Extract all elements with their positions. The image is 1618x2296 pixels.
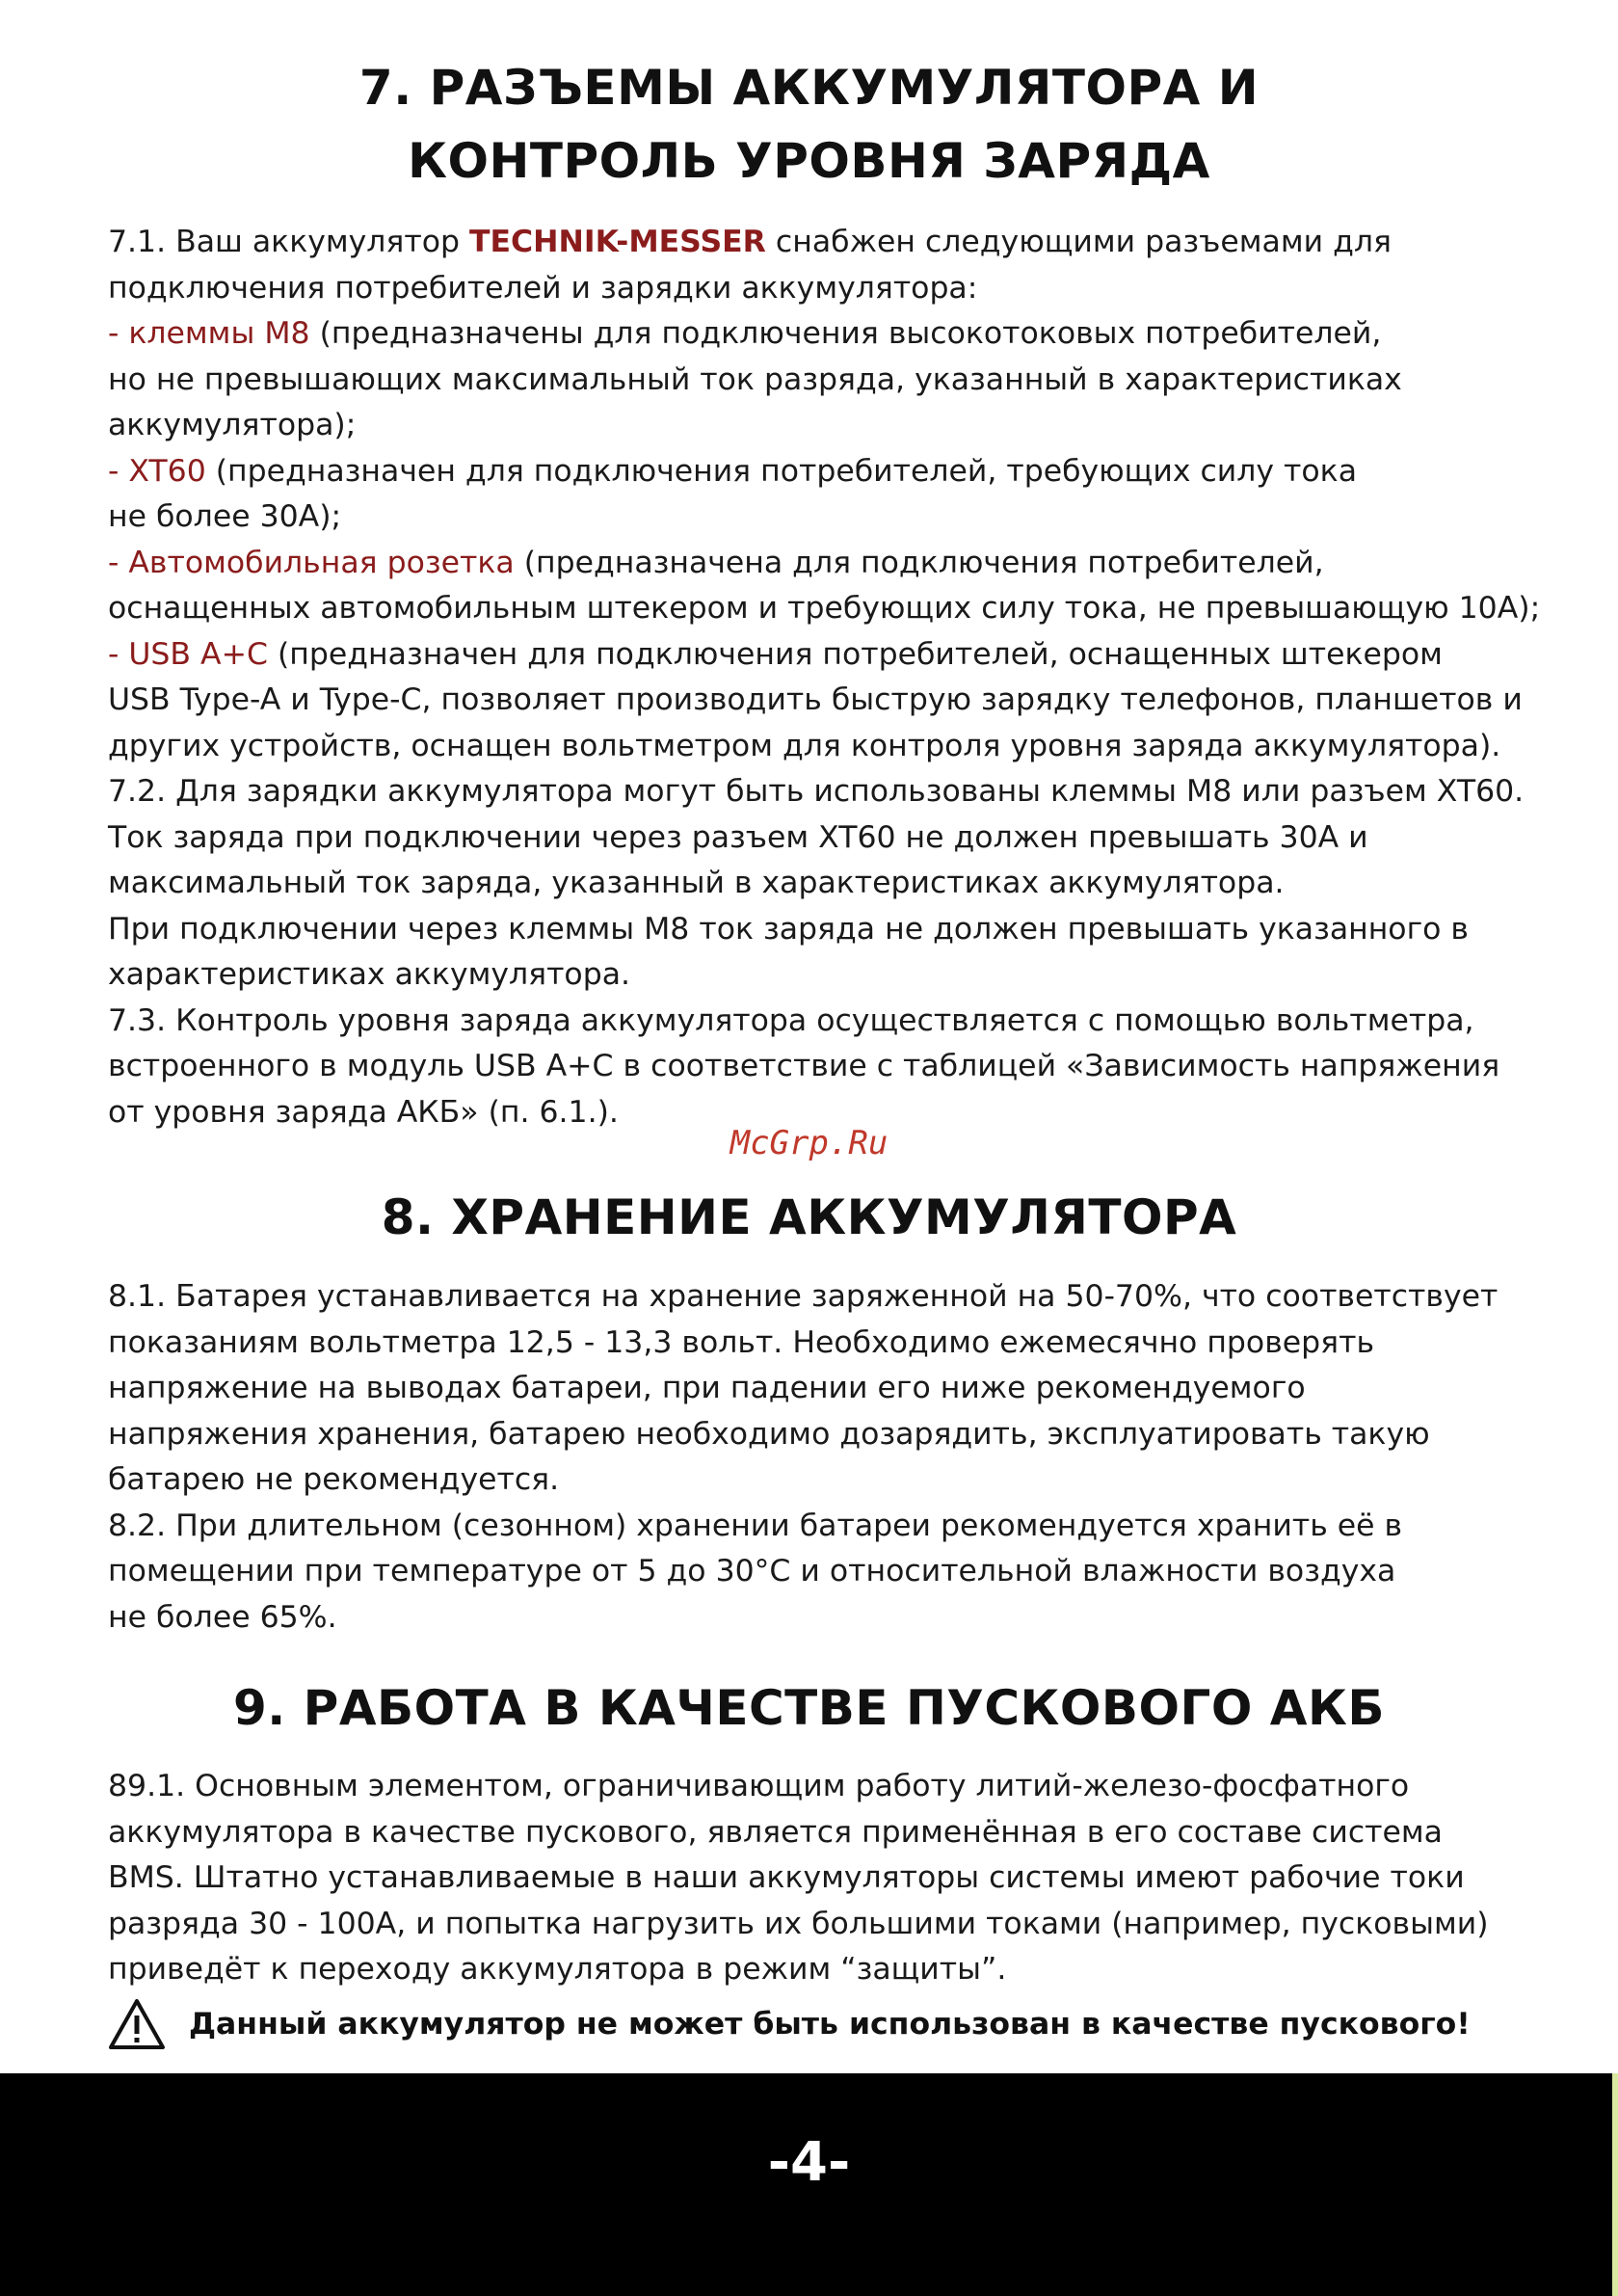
text-line: 8.1. Батарея устанавливается на хранение заряженной на 50-70%, что соответствует [108, 1279, 1499, 1314]
text-line: не более 65%. [108, 1599, 337, 1635]
text-line: 7.2. Для зарядки аккумулятора могут быть использованы клеммы М8 или разъем XT60. [108, 774, 1525, 809]
text-line [108, 220, 1544, 266]
text-line: При подключении через клеммы М8 ток заряда не должен превышать указанного в [108, 911, 1469, 947]
section9-title: 9. РАБОТА В КАЧЕСТВЕ ПУСКОВОГО АКБ [232, 1680, 1385, 1736]
text-line: батарею не рекомендуется. [108, 1462, 560, 1497]
text-line: USB Type-A и Type-C, позволяет производить быструю зарядку телефонов, планшетов и [108, 682, 1523, 717]
text-line: 8.2. При длительном (сезонном) хранении батареи рекомендуется хранить её в [108, 1508, 1403, 1543]
text-line: 7.3. Контроль уровня заряда аккумулятора осуществляется с помощью вольтметра, [108, 1002, 1474, 1038]
text-line: но не превышающих максимальный ток разряда, указанный в характеристиках [108, 361, 1402, 397]
section8-title: 8. ХРАНЕНИЕ АККУМУЛЯТОРА [381, 1189, 1237, 1245]
car-socket-label: - Автомобильная розетка [108, 545, 515, 580]
text-line [108, 449, 1544, 495]
p1-prefix: 7.1. Ваш аккумулятор [108, 225, 469, 259]
text-line: подключения потребителей и зарядки аккумулятора: [108, 270, 978, 306]
text-line: напряжение на выводах батареи, при падении его ниже рекомендуемого [108, 1371, 1306, 1405]
text-line: от уровня заряда АКБ» (п. 6.1.). [108, 1094, 619, 1130]
text-line: BMS. Штатно устанавливаемые в наши аккумуляторы системы имеют рабочие токи [108, 1860, 1465, 1895]
text-line: других устройств, оснащен вольтметром для контроля уровня заряда аккумулятора). [108, 728, 1501, 763]
text-line: приведёт к переходу аккумулятора в режим “защиты”. [108, 1952, 1007, 1987]
text-line: показаниям вольтметра 12,5 - 13,3 вольт. Необходимо ежемесячно проверять [108, 1324, 1375, 1360]
text-line: не более 30А); [108, 499, 342, 534]
page-number: -4- [767, 2131, 851, 2194]
section7-title-line1: 7. РАЗЪЕМЫ АККУМУЛЯТОРА И [358, 60, 1260, 116]
usb-label: - USB A+C [108, 636, 268, 672]
text-line: разряда 30 - 100А, и попытка нагрузить их большими токами (например, пусковыми) [108, 1906, 1489, 1941]
warning-notice [108, 1995, 1573, 2053]
usb-text: (предназначен для подключения потребителей, оснащенных штекером [268, 636, 1443, 672]
text-line: оснащенных автомобильным штекером и требующих силу тока, не превышающую 10А); [108, 591, 1541, 626]
text-line: аккумулятора); [108, 408, 357, 442]
text-line: помещении при температуре от 5 до 30°С и относительной влажности воздуха [108, 1554, 1396, 1589]
text-line [108, 632, 1544, 679]
text-line: максимальный ток заряда, указанный в характеристиках аккумулятора. [108, 866, 1285, 900]
text-line: характеристиках аккумулятора. [108, 957, 631, 992]
xt60-text: (предназначен для подключения потребителей, требующих силу тока [205, 453, 1358, 489]
text-line: Ток заряда при подключении через разъем XT60 не должен превышать 30А и [108, 819, 1368, 855]
car-socket-text: (предназначена для подключения потребителей, [514, 545, 1324, 580]
text-line: 89.1. Основным элементом, ограничивающим работу литий-железо-фосфатного [108, 1769, 1410, 1803]
text-line [108, 541, 1544, 587]
m8-text: (предназначены для подключения высокотоковых потребителей, [309, 316, 1382, 351]
warning-triangle-icon [108, 1997, 166, 2051]
text-line: напряжения хранения, батарею необходимо дозарядить, эксплуатировать такую [108, 1416, 1430, 1452]
m8-label: - клеммы М8 [108, 316, 310, 351]
text-line: встроенного в модуль USB A+C в соответствие с таблицей «Зависимость напряжения [108, 1049, 1500, 1083]
watermark: McGrp.Ru [729, 1124, 889, 1162]
section7-body [108, 220, 1544, 1135]
section9-body [108, 1764, 1544, 1993]
text-line: аккумулятора в качестве пускового, является применённая в его составе система [108, 1814, 1443, 1850]
p1-suffix: снабжен следующими разъемами для [765, 225, 1392, 259]
xt60-label: - XT60 [108, 453, 206, 489]
warning-text: Данный аккумулятор не может быть использован в качестве пускового! [189, 2007, 1471, 2042]
section8-body [108, 1274, 1544, 1641]
section7-title-line2: КОНТРОЛЬ УРОВНЯ ЗАРЯДА [408, 133, 1210, 189]
text-line [108, 311, 1544, 358]
brand-name: TECHNIK-MESSER [469, 225, 766, 259]
